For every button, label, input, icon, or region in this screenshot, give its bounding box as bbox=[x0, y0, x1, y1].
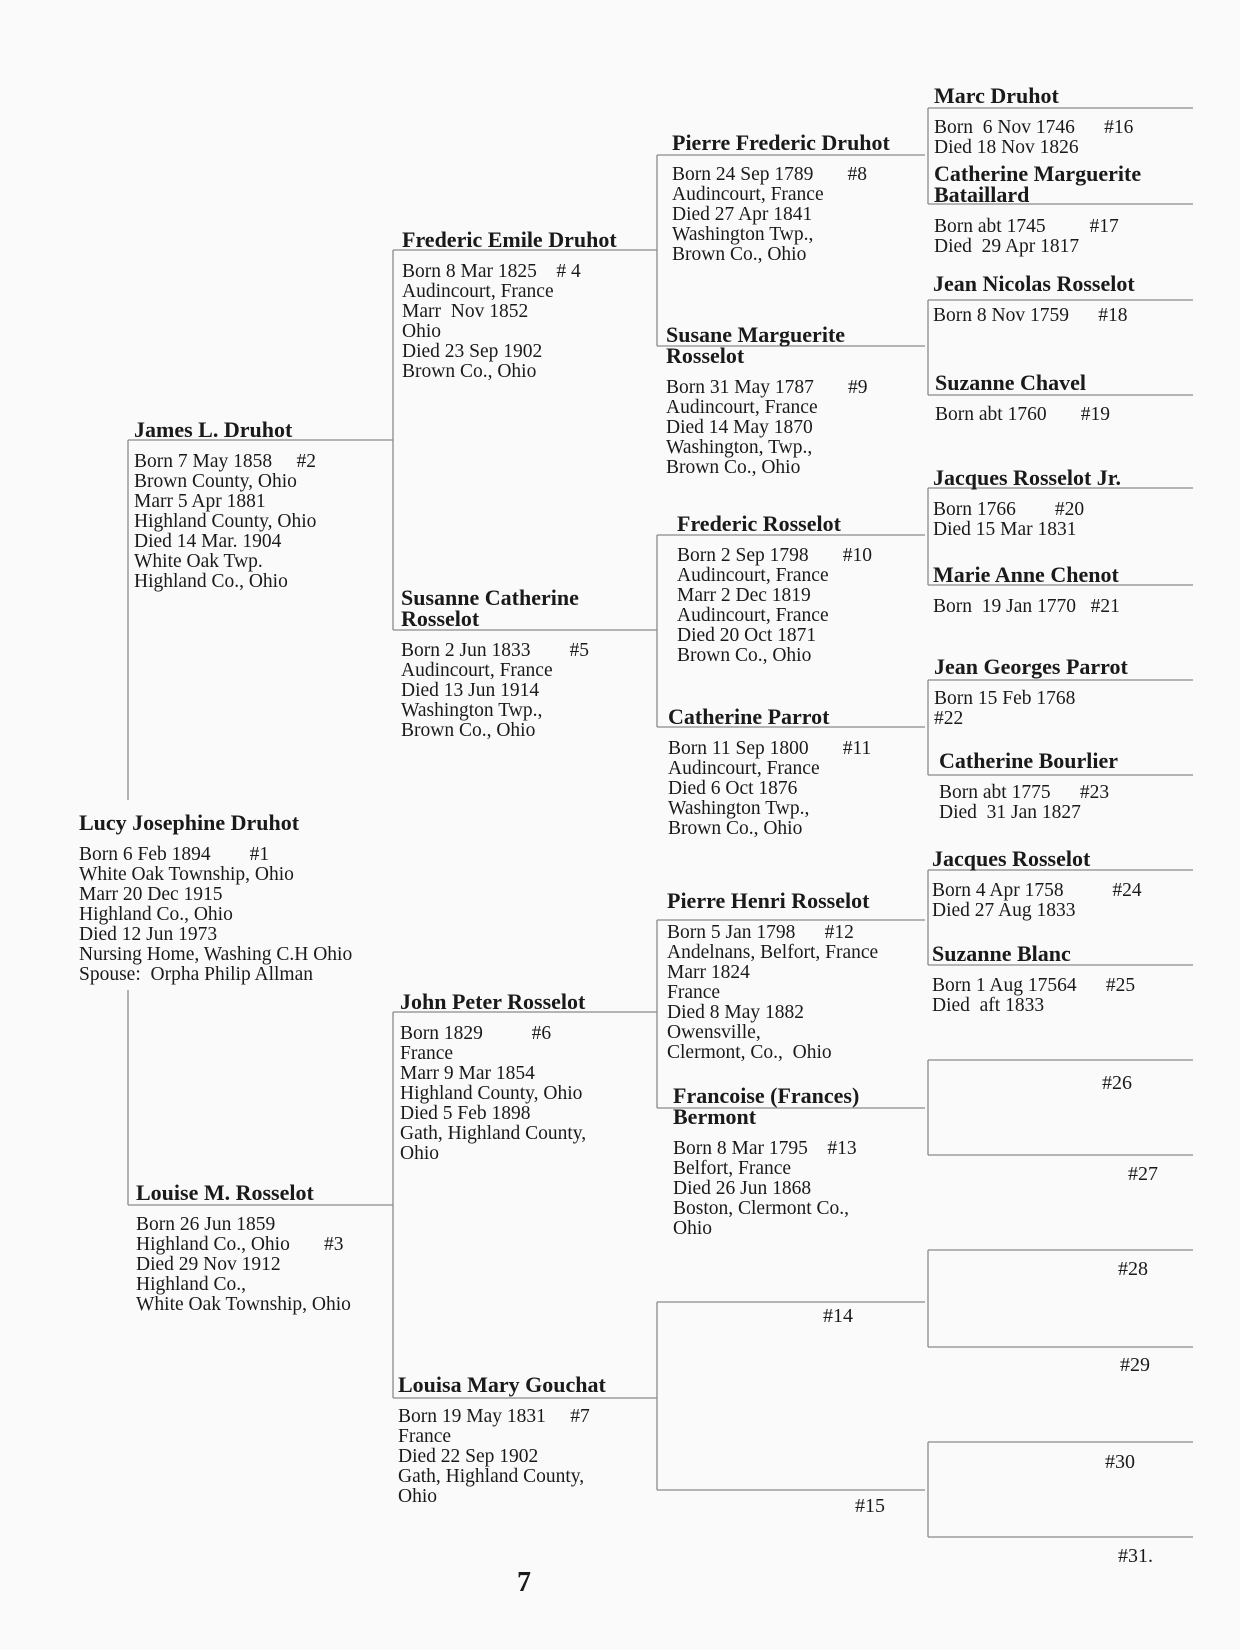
slot-15-number: #15 bbox=[855, 1495, 885, 1517]
slot-26-number: #26 bbox=[1102, 1072, 1132, 1094]
person-6-details: Born 1829 #6 France Marr 9 Mar 1854 Highland County, Ohio Died 5 Feb 1898 Gath, Highland County, Ohio bbox=[400, 1023, 587, 1164]
person-21-name: Marie Anne Chenot bbox=[933, 562, 1119, 587]
person-21-details: Born 19 Jan 1770 #21 bbox=[933, 596, 1120, 617]
person-22 bbox=[934, 656, 1128, 729]
person-8-details: Born 24 Sep 1789 #8 Audincourt, France Died 27 Apr 1841 Washington Twp., Brown Co., Ohio bbox=[672, 164, 867, 265]
person-5-details: Born 2 Jun 1833 #5 Audincourt, France Died 13 Jun 1914 Washington Twp., Brown Co., Ohio bbox=[401, 640, 589, 741]
person-23 bbox=[939, 750, 1118, 823]
person-3-details: Born 26 Jun 1859 Highland Co., Ohio #3 Died 29 Nov 1912 Highland Co., White Oak Township, Ohio bbox=[136, 1214, 351, 1315]
person-17-details: Born abt 1745 #17 Died 29 Apr 1817 bbox=[934, 216, 1119, 257]
person-16-details: Born 6 Nov 1746 #16 Died 18 Nov 1826 bbox=[934, 117, 1134, 158]
person-2-details: Born 7 May 1858 #2 Brown County, Ohio Marr 5 Apr 1881 Highland County, Ohio Died 14 Mar. 1904 White Oak Twp. Highland Co., Ohio bbox=[134, 451, 317, 592]
person-9 bbox=[666, 324, 868, 478]
person-8 bbox=[672, 132, 890, 265]
person-25 bbox=[932, 943, 1135, 1016]
person-6-name: John Peter Rosselot bbox=[400, 989, 586, 1014]
person-1 bbox=[79, 812, 352, 985]
person-21 bbox=[933, 564, 1120, 617]
person-4-name: Frederic Emile Druhot bbox=[402, 227, 617, 252]
person-24-name: Jacques Rosselot bbox=[932, 846, 1091, 871]
slot-29-number: #29 bbox=[1120, 1354, 1150, 1376]
person-13-name: Francoise (Frances) Bermont bbox=[673, 1083, 860, 1129]
person-13-details: Born 8 Mar 1795 #13 Belfort, France Died 26 Jun 1868 Boston, Clermont Co., Ohio bbox=[673, 1138, 857, 1239]
person-7 bbox=[398, 1374, 606, 1507]
person-4 bbox=[402, 229, 617, 382]
person-12-details: Born 5 Jan 1798 #12 Andelnans, Belfort, France Marr 1824 France Died 8 May 1882 Owensville, Clermont, Co., Ohio bbox=[667, 922, 879, 1063]
person-2 bbox=[134, 419, 316, 592]
person-3 bbox=[136, 1182, 351, 1315]
person-1-name: Lucy Josephine Druhot bbox=[79, 810, 300, 835]
person-7-name: Louisa Mary Gouchat bbox=[398, 1372, 606, 1397]
person-3-name: Louise M. Rosselot bbox=[136, 1180, 314, 1205]
slot-27-number: #27 bbox=[1128, 1163, 1158, 1185]
person-24-details: Born 4 Apr 1758 #24 Died 27 Aug 1833 bbox=[932, 880, 1142, 921]
person-11-name: Catherine Parrot bbox=[668, 704, 830, 729]
person-5 bbox=[401, 587, 589, 741]
person-16-name: Marc Druhot bbox=[934, 83, 1059, 108]
person-7-details: Born 19 May 1831 #7 France Died 22 Sep 1902 Gath, Highland County, Ohio bbox=[398, 1406, 590, 1507]
person-10-details: Born 2 Sep 1798 #10 Audincourt, France Marr 2 Dec 1819 Audincourt, France Died 20 Oct 1871 Brown Co., Ohio bbox=[677, 545, 872, 666]
person-11 bbox=[668, 706, 871, 839]
person-2-name: James L. Druhot bbox=[134, 417, 293, 442]
person-18-details: Born 8 Nov 1759 #18 bbox=[933, 305, 1128, 326]
person-23-details: Born abt 1775 #23 Died 31 Jan 1827 bbox=[939, 782, 1110, 823]
person-19-details: Born abt 1760 #19 bbox=[935, 404, 1110, 425]
person-13 bbox=[673, 1085, 859, 1239]
slot-14-number: #14 bbox=[823, 1305, 853, 1327]
slot-31-number: #31. bbox=[1118, 1545, 1153, 1567]
person-20 bbox=[933, 467, 1121, 540]
person-22-details: Born 15 Feb 1768 #22 bbox=[934, 688, 1076, 729]
slot-30-number: #30 bbox=[1105, 1451, 1135, 1473]
person-9-details: Born 31 May 1787 #9 Audincourt, France Died 14 May 1870 Washington, Twp., Brown Co., Ohio bbox=[666, 377, 868, 478]
person-6 bbox=[400, 991, 586, 1164]
person-23-name: Catherine Bourlier bbox=[939, 748, 1119, 773]
person-9-name: Susane Marguerite Rosselot bbox=[666, 322, 846, 368]
person-25-name: Suzanne Blanc bbox=[932, 941, 1071, 966]
person-12 bbox=[667, 890, 878, 1063]
person-5-name: Susanne Catherine Rosselot bbox=[401, 585, 579, 631]
person-18 bbox=[933, 273, 1135, 326]
person-20-name: Jacques Rosselot Jr. bbox=[933, 465, 1122, 490]
person-17 bbox=[934, 163, 1141, 257]
person-25-details: Born 1 Aug 17564 #25 Died aft 1833 bbox=[932, 975, 1136, 1016]
person-19 bbox=[935, 372, 1110, 425]
person-22-name: Jean Georges Parrot bbox=[934, 654, 1128, 679]
person-8-name: Pierre Frederic Druhot bbox=[672, 130, 890, 155]
person-17-name: Catherine Marguerite Bataillard bbox=[934, 161, 1142, 207]
person-16 bbox=[934, 85, 1133, 158]
person-12-name: Pierre Henri Rosselot bbox=[667, 888, 870, 913]
person-11-details: Born 11 Sep 1800 #11 Audincourt, France Died 6 Oct 1876 Washington Twp., Brown Co., Ohio bbox=[668, 738, 872, 839]
person-10-name: Frederic Rosselot bbox=[677, 511, 841, 536]
person-10 bbox=[677, 513, 872, 666]
page-number: 7 bbox=[517, 1567, 531, 1598]
person-24 bbox=[932, 848, 1142, 921]
person-1-details: Born 6 Feb 1894 #1 White Oak Township, Ohio Marr 20 Dec 1915 Highland Co., Ohio Died 12 Jun 1973 Nursing Home, Washing C.H Ohio Spouse: Orpha Philip Allman bbox=[79, 844, 353, 985]
slot-28-number: #28 bbox=[1118, 1258, 1148, 1280]
person-19-name: Suzanne Chavel bbox=[935, 370, 1086, 395]
person-18-name: Jean Nicolas Rosselot bbox=[933, 271, 1135, 296]
person-4-details: Born 8 Mar 1825 # 4 Audincourt, France Marr Nov 1852 Ohio Died 23 Sep 1902 Brown Co., Ohio bbox=[402, 261, 581, 382]
person-20-details: Born 1766 #20 Died 15 Mar 1831 bbox=[933, 499, 1085, 540]
